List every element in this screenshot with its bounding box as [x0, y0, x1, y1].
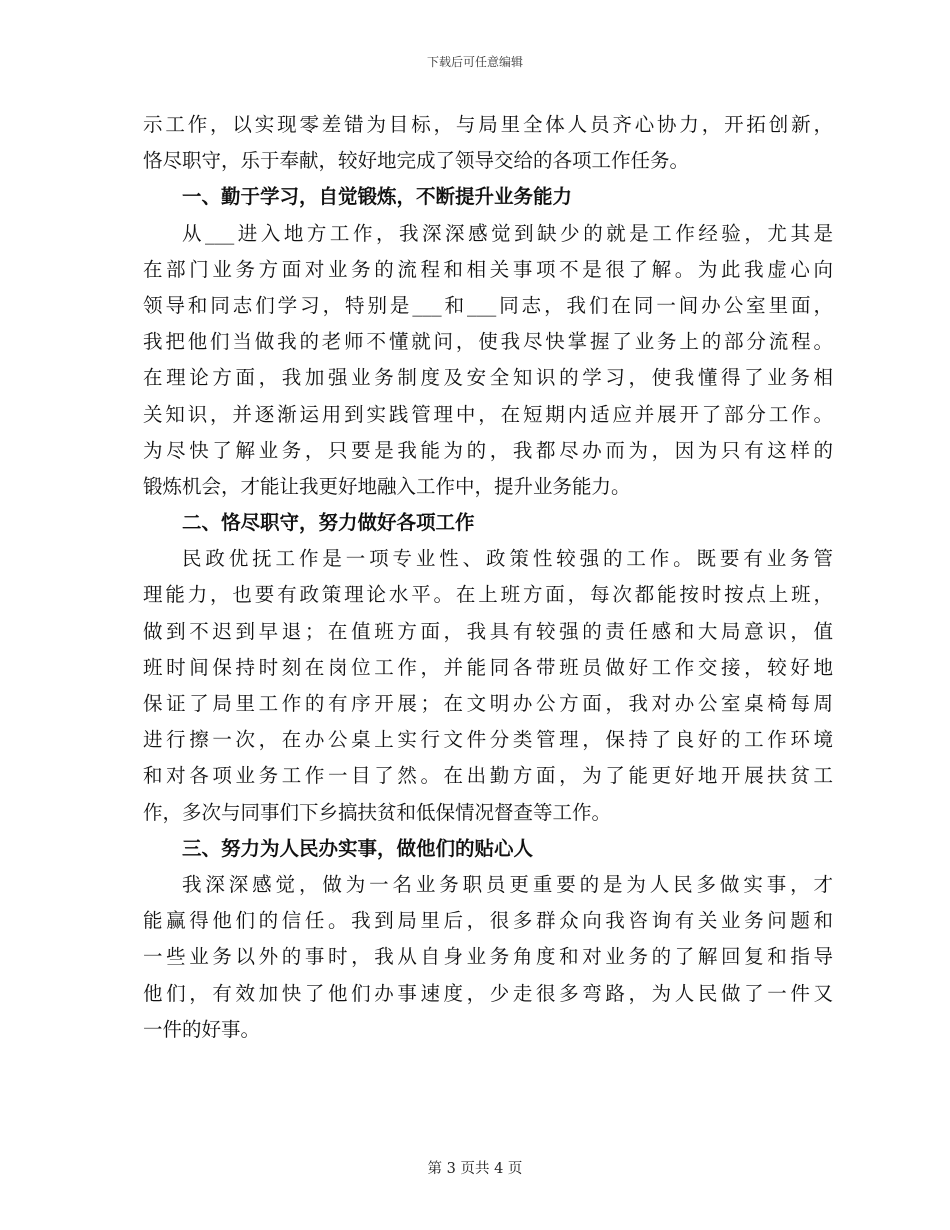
paragraph-line: 班时间保持时刻在岗位工作，并能同各带班员做好工作交接，较好地 — [143, 655, 833, 679]
paragraph-line: 一些业务以外的事时，我从自身业务角度和对业务的了解回复和指导 — [143, 945, 833, 969]
paragraph-line: 领导和同志们学习，特别是___和___同志，我们在同一间办公室里面， — [143, 293, 833, 317]
paragraph-line: 理能力，也要有政策理论水平。在上班方面，每次都能按时按点上班， — [143, 583, 833, 607]
paragraph-line: 作，多次与同事们下乡搞扶贫和低保情况督查等工作。 — [143, 800, 612, 824]
paragraph-line: 做到不迟到早退；在值班方面，我具有较强的责任感和大局意识，值 — [143, 619, 833, 643]
paragraph-line: 能赢得他们的信任。我到局里后，很多群众向我咨询有关业务问题和 — [143, 909, 833, 933]
paragraph-line: 我把他们当做我的老师不懂就问，使我尽快掌握了业务上的部分流程。 — [143, 330, 833, 354]
document-body — [143, 107, 833, 1048]
page-number-footer: 第 3 页共 4 页 — [427, 1161, 523, 1177]
paragraph-line: 我深深感觉，做为一名业务职员更重要的是为人民多做实事，才 — [182, 872, 833, 896]
paragraph-line: 在部门业务方面对业务的流程和相关事项不是很了解。为此我虚心向 — [143, 257, 833, 281]
paragraph-line: 示工作，以实现零差错为目标，与局里全体人员齐心协力，开拓创新， — [143, 113, 833, 136]
paragraph-line: 一件的好事。 — [143, 1017, 261, 1041]
paragraph-line: 和对各项业务工作一目了然。在出勤方面，为了能更好地开展扶贫工 — [143, 764, 833, 788]
paragraph-line: 保证了局里工作的有序开展；在文明办公方面，我对办公室桌椅每周 — [143, 692, 833, 715]
paragraph-line: 恪尽职守，乐于奉献，较好地完成了领导交给的各项工作任务。 — [143, 149, 690, 173]
paragraph-line: 锻炼机会，才能让我更好地融入工作中，提升业务能力。 — [143, 474, 631, 498]
paragraph-line: 为尽快了解业务，只要是我能为的，我都尽办而为，因为只有这样的 — [143, 438, 833, 462]
paragraph-line: 民政优抚工作是一项专业性、政策性较强的工作。既要有业务管 — [182, 547, 833, 571]
header-note: 下载后可任意编辑 — [426, 55, 523, 69]
section-heading: 一、勤于学习，自觉锻炼，不断提升业务能力 — [182, 185, 573, 209]
paragraph-line: 从___进入地方工作，我深深感觉到缺少的就是工作经验，尤其是 — [182, 221, 833, 245]
section-heading: 三、努力为人民办实事，做他们的贴心人 — [182, 836, 534, 860]
paragraph-line: 他们，有效加快了他们办事速度，少走很多弯路，为人民做了一件又 — [143, 981, 833, 1005]
paragraph-line: 进行擦一次，在办公桌上实行文件分类管理，保持了良好的工作环境 — [143, 728, 833, 752]
paragraph-line: 关知识，并逐渐运用到实践管理中，在短期内适应并展开了部分工作。 — [143, 402, 833, 426]
paragraph-line: 在理论方面，我加强业务制度及安全知识的学习，使我懂得了业务相 — [143, 366, 833, 390]
section-heading: 二、恪尽职守，努力做好各项工作 — [182, 511, 475, 535]
